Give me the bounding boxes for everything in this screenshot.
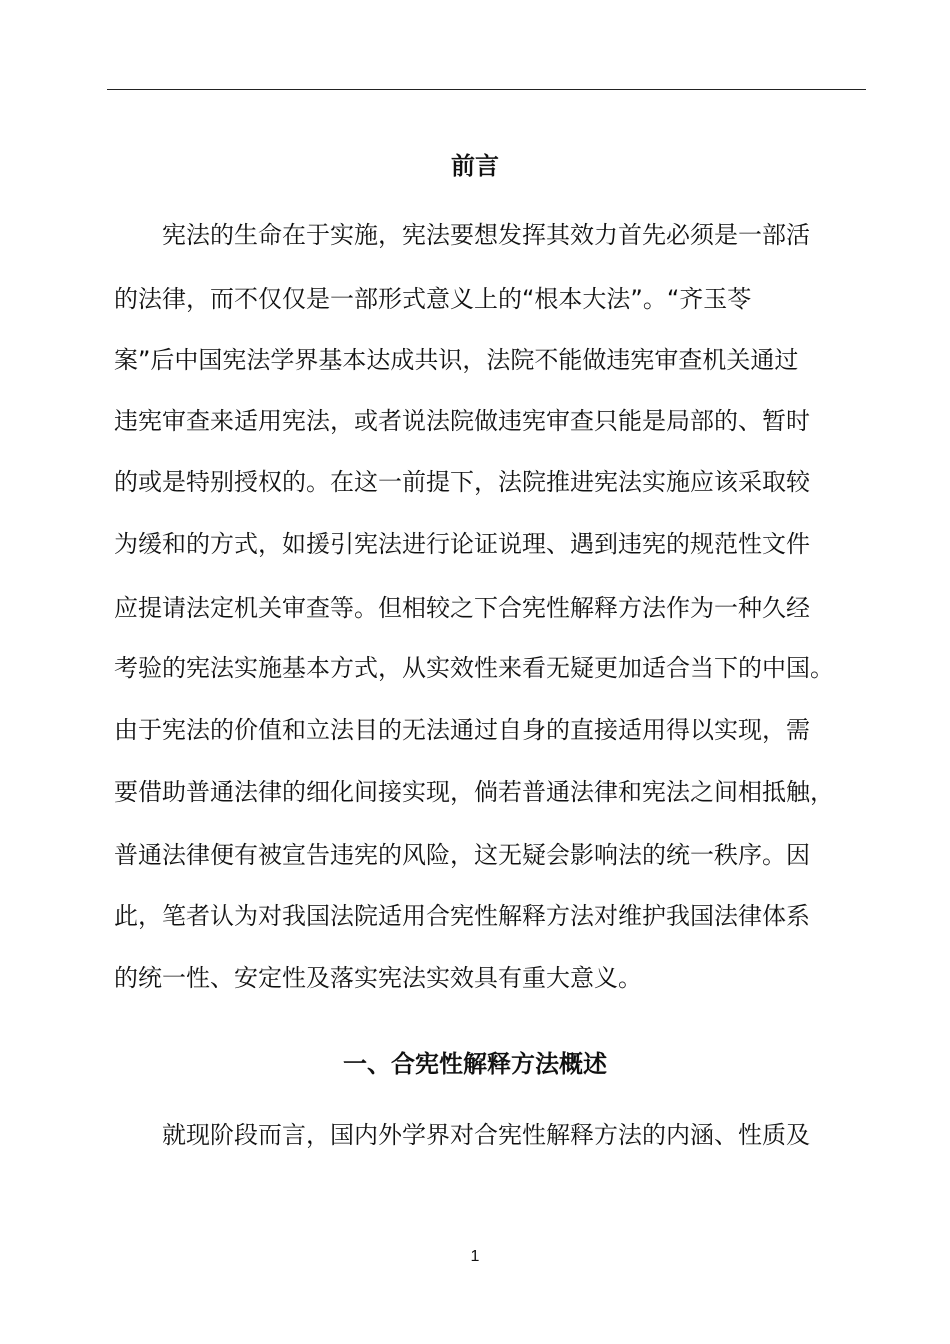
text-line: 的统一性、安定性及落实宪法实效具有重大意义。 — [114, 964, 642, 992]
text-line: 考验的宪法实施基本方式，从实效性来看无疑更加适合当下的中国。 — [114, 654, 834, 682]
text-line: 案”后中国宪法学界基本达成共识，法院不能做违宪审查机关通过 — [114, 346, 799, 374]
text-line: 此，笔者认为对我国法院适用合宪性解释方法对维护我国法律体系 — [114, 902, 810, 930]
text-line: 要借助普通法律的细化间接实现，倘若普通法律和宪法之间相抵触， — [114, 778, 834, 806]
text-line: 应提请法定机关审查等。但相较之下合宪性解释方法作为一种久经 — [114, 594, 810, 622]
section1-title: 一、合宪性解释方法概述 — [343, 1050, 607, 1078]
text-line: 为缓和的方式，如援引宪法进行论证说理、遇到违宪的规范性文件 — [114, 530, 810, 558]
text-line: 就现阶段而言，国内外学界对合宪性解释方法的内涵、性质及 — [114, 1121, 810, 1149]
text-line: 违宪审查来适用宪法，或者说法院做违宪审查只能是局部的、暂时 — [114, 407, 810, 435]
text-line: 宪法的生命在于实施，宪法要想发挥其效力首先必须是一部活 — [114, 221, 810, 249]
preface-title: 前言 — [451, 152, 499, 180]
text-line: 由于宪法的价值和立法目的无法通过自身的直接适用得以实现，需 — [114, 716, 810, 744]
page-number: 1 — [470, 1248, 480, 1265]
text-line: 的或是特别授权的。在这一前提下，法院推进宪法实施应该采取较 — [114, 468, 810, 496]
header-rule — [107, 89, 866, 90]
text-line: 的法律，而不仅仅是一部形式意义上的“根本大法”。“齐玉苓 — [114, 285, 752, 313]
text-line: 普通法律便有被宣告违宪的风险，这无疑会影响法的统一秩序。因 — [114, 841, 810, 869]
